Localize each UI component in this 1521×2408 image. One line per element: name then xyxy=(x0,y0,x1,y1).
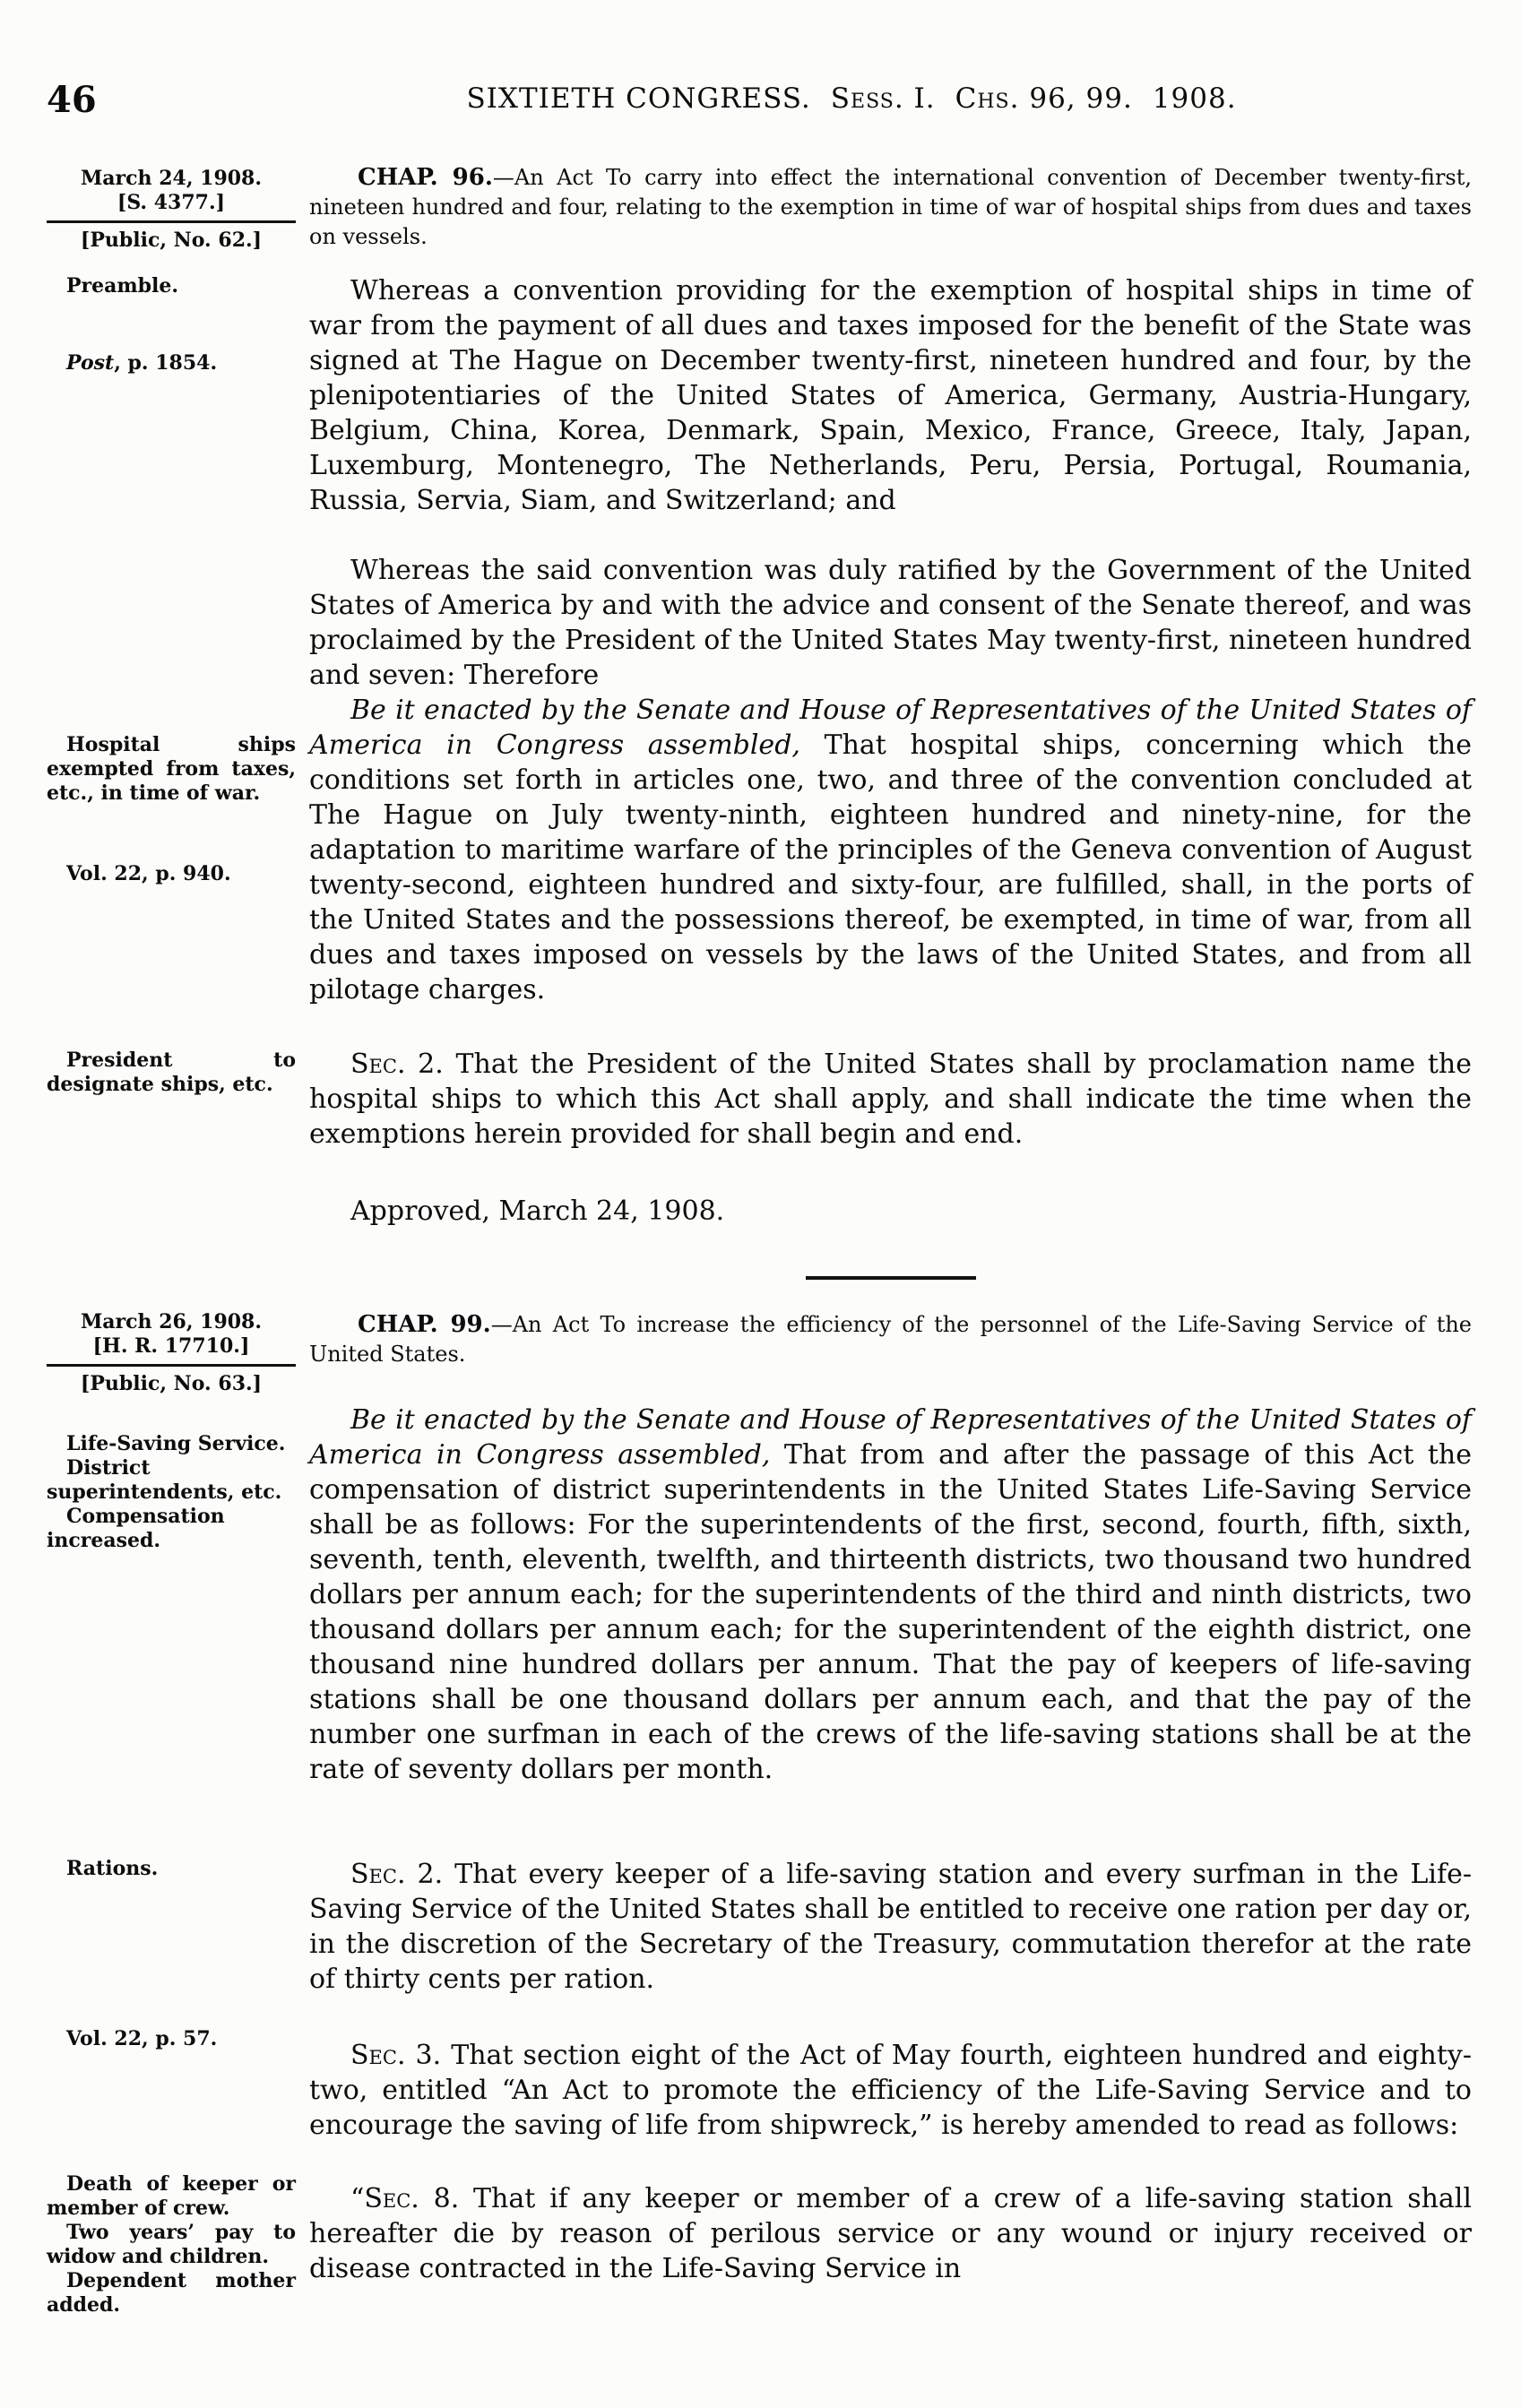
margin-note-hospital-ships: Hospital ships exempted from taxes, etc., in time of war. xyxy=(47,733,296,805)
chap96-approved-line: Approved, March 24, 1908. xyxy=(350,1195,725,1227)
header-chapters: Chs. 96, 99. xyxy=(955,82,1133,115)
chap96-sec2-text: That the President of the United States shall by proclamation name the hospital ships to which this Act shall apply, and shall indicate the time when the exemptions herein provided for shall begin and end. xyxy=(309,1049,1472,1150)
chap99-date: March 26, 1908. xyxy=(80,1310,263,1333)
margin-note-death-provisions: Death of keeper or member of crew. Two years’ pay to widow and children. Dependent mother added. xyxy=(47,2172,296,2317)
chap99-section-1 xyxy=(309,1403,1472,1787)
header-congress: SIXTIETH CONGRESS. xyxy=(466,82,811,115)
chap96-heading xyxy=(309,163,1472,252)
running-header xyxy=(125,82,1521,115)
chapter-divider xyxy=(309,1276,1472,1280)
margin-note-vol22-p940: Vol. 22, p. 940. xyxy=(66,862,231,885)
chap99-quoted-section-8 xyxy=(309,2181,1472,2286)
chap96-heading-text: —An Act To carry into effect the international convention of December twenty-first, nineteen hundred and four, relating to the exemption in time of war of hospital ships from dues and taxes on vessels. xyxy=(309,165,1473,249)
divider-rule xyxy=(806,1276,976,1280)
chap99-heading xyxy=(309,1310,1472,1369)
chap96-whereas-1: Whereas a convention providing for the exemption of hospital ships in time of war from the payment of all dues and taxes imposed for the benefit of the State was signed at The Hague on December twenty-first, nineteen hundred and four, by the plenipotentiaries of the United States of America, Germany, Austria-Hungary, Belgium, China, Korea, Denmark, Spain, Mexico, France, Greece, Italy, Japan, Luxemburg, Montenegro, The Netherlands, Peru, Persia, Portugal, Roumania, Russia, Servia, Siam, and Switzerland; and xyxy=(309,275,1472,516)
chap99-sec2-label: Sec. 2. xyxy=(350,1859,444,1890)
margin-note-life-saving: Life-Saving Service. District superintendents, etc. Compensation increased. xyxy=(47,1432,286,1552)
margin-note-preamble: Preamble. xyxy=(66,274,179,298)
chap96-whereas-2: Whereas the said convention was duly ratified by the Government of the United States of America by and with the advice and consent of the Senate thereof, and was proclaimed by the President of the United States May twenty-first, nineteen hundred and seven: Therefore xyxy=(309,555,1472,691)
chap96-act-meta xyxy=(47,167,296,253)
page-number: 46 xyxy=(47,79,97,121)
chap99-heading-text: —An Act To increase the efficiency of the personnel of the Life-Saving Service of the United States. xyxy=(309,1312,1473,1367)
chap96-section1-text: That hospital ships, concerning which the conditions set forth in articles one, two, and three of the convention concluded at The Hague on July twenty-ninth, eighteen hundred and ninety-nine, for the adaptation to maritime warfare of the principles of the Geneva convention of August twenty-second, eighteen hundred and sixty-four, are fulfilled, shall, in the ports of the United States and the possessions thereof, be exempted, in time of war, from all dues and taxes imposed on vessels by the laws of the United States, and from all pilotage charges. xyxy=(309,729,1472,1005)
chap99-section1-text: That from and after the passage of this Act the compensation of district superintendents in the United States Life-Saving Service shall be as follows: For the superintendents of the first, second, fourth, fifth, sixth, seventh, tenth, eleventh, twelfth, and thirteenth districts, two thousand two hundred dollars per annum each; for the superintendents of the third and ninth districts, two thousand dollars per annum each; for the superintendent of the eighth district, one thousand nine hundred dollars per annum. That the pay of keepers of life-saving stations shall be one thousand dollars per annum each, and that the pay of the number one surfman in each of the crews of the life-saving stations shall be at the rate of seventy dollars per month. xyxy=(309,1439,1472,1785)
chap96-bill-number: [S. 4377.] xyxy=(117,191,226,214)
chap96-sec2-label: Sec. 2. xyxy=(350,1049,444,1080)
post-ref-italic: Post xyxy=(66,351,115,375)
chap96-date: March 24, 1908. xyxy=(80,167,263,190)
chap99-enacting-clause: Be it enacted by the Senate and House of Representatives of the United States of America in Congress assembled, xyxy=(309,1404,1472,1471)
margin-note-vol22-p57: Vol. 22, p. 57. xyxy=(66,2027,218,2050)
chap99-sec8-text: That if any keeper or member of a crew of a life-saving station shall hereafter die by reason of perilous service or any wound or injury received or disease contracted in the Life-Saving Service in xyxy=(309,2183,1473,2284)
chap96-enacting-clause: Be it enacted by the Senate and House of Representatives of the United States of America in Congress assembled, xyxy=(309,695,1472,761)
chap99-section-3 xyxy=(309,2038,1472,2143)
chap96-section-2 xyxy=(309,1047,1472,1152)
chap99-sec3-text: That section eight of the Act of May fourth, eighteen hundred and eighty-two, entitled “An Act to promote the efficiency of the Life-Saving Service and to encourage the saving of life from shipwreck,” is hereby amended to read as follows: xyxy=(309,2040,1472,2141)
chap99-label: CHAP. 99. xyxy=(358,1311,491,1338)
margin-rule xyxy=(47,220,296,223)
margin-note-post-ref xyxy=(47,351,296,375)
chap99-sec2-text: That every keeper of a life-saving station and every surfman in the Life-Saving Service of the United States shall be entitled to receive one ration per day or, in the discretion of the Secretary of the Treasury, commutation therefor at the rate of thirty cents per ration. xyxy=(309,1859,1472,1995)
header-year: 1908. xyxy=(1152,82,1237,115)
margin-rule xyxy=(47,1364,296,1367)
chap99-section-2 xyxy=(309,1857,1472,1997)
chap99-sec8-label: “Sec. 8. xyxy=(350,2183,460,2214)
margin-note-rations: Rations. xyxy=(66,1857,159,1880)
post-ref-rest: , p. 1854. xyxy=(114,351,218,375)
chap99-public-number: [Public, No. 63.] xyxy=(80,1372,263,1395)
margin-note-president-designate: President to designate ships, etc. xyxy=(47,1049,296,1096)
chap99-sec3-label: Sec. 3. xyxy=(350,2040,442,2071)
chap96-public-number: [Public, No. 62.] xyxy=(80,229,263,252)
chap99-bill-number: [H. R. 17710.] xyxy=(92,1334,250,1358)
chap96-label: CHAP. 96. xyxy=(358,164,493,191)
chap96-section-1 xyxy=(309,693,1472,1007)
header-session: Sess. I. xyxy=(830,82,936,115)
chap99-act-meta xyxy=(47,1310,296,1396)
